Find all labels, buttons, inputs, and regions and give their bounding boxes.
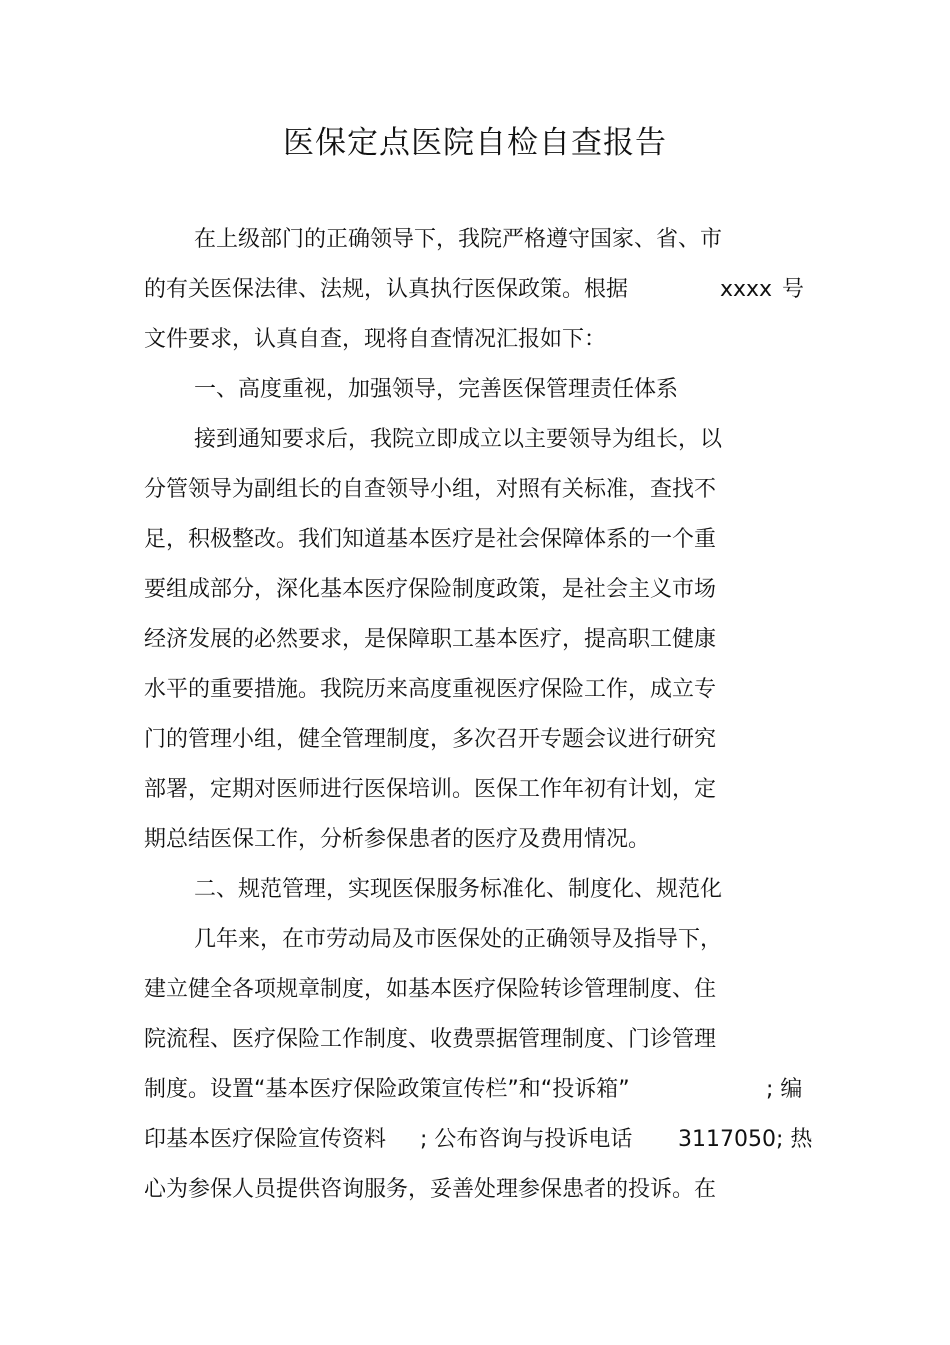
document-title: 医保定点医院自检自查报告 [283,125,667,161]
body-text: 期总结医保工作，分析参保患者的医疗及费用情况。 [144,827,651,852]
section-heading [194,370,678,410]
body-line [144,470,716,510]
body-text: 接到通知要求后，我院立即成立以主要领导为组长，以 [194,427,723,452]
body-line [144,270,814,310]
body-line [194,420,722,460]
body-line [194,220,722,260]
body-line [144,1120,814,1160]
document-number-placeholder: xxxx [720,277,773,302]
complaint-phone-number: 3117050; 热 [678,1127,813,1152]
section-heading-text: 二、规范管理，实现医保服务标准化、制度化、规范化 [194,877,723,902]
body-line [144,1070,814,1110]
body-line [194,920,722,960]
body-line [144,970,716,1010]
body-text: 部署，定期对医师进行医保培训。医保工作年初有计划，定 [144,777,717,802]
body-text: 制度。设置“基本医疗保险政策宣传栏”和“投诉箱” [144,1077,630,1102]
body-text: 足，积极整改。我们知道基本医疗是社会保障体系的一个重 [144,527,717,552]
body-text: 经济发展的必然要求，是保障职工基本医疗，提高职工健康 [144,627,717,652]
body-text: ; 编 [766,1077,803,1102]
body-text: 分管领导为副组长的自查领导小组，对照有关标准，查找不 [144,477,717,502]
body-text: ; 公布咨询与投诉电话 [420,1127,633,1152]
body-line [144,770,716,810]
body-line [144,670,716,710]
body-text: 印基本医疗保险宣传资料 [144,1127,387,1152]
body-line [144,320,606,360]
body-line [144,820,650,860]
body-text: 文件要求，认真自查，现将自查情况汇报如下： [144,327,607,352]
body-line [144,720,716,760]
section-heading [194,870,722,910]
body-text: 要组成部分，深化基本医疗保险制度政策，是社会主义市场 [144,577,717,602]
body-text: 院流程、医疗保险工作制度、收费票据管理制度、门诊管理 [144,1027,717,1052]
body-text: 在上级部门的正确领导下，我院严格遵守国家、省、市 [194,227,723,252]
body-text: 建立健全各项规章制度，如基本医疗保险转诊管理制度、住 [144,977,717,1002]
section-heading-text: 一、高度重视，加强领导，完善医保管理责任体系 [194,377,679,402]
body-text: 水平的重要措施。我院历来高度重视医疗保险工作，成立专 [144,677,717,702]
body-text: 号 [782,277,805,302]
body-line [144,570,716,610]
body-text: 几年来，在市劳动局及市医保处的正确领导及指导下， [194,927,723,952]
body-line [144,620,716,660]
body-text: 门的管理小组，健全管理制度，多次召开专题会议进行研究 [144,727,717,752]
body-line [144,1170,716,1210]
body-text: 心为参保人员提供咨询服务，妥善处理参保患者的投诉。在 [144,1177,717,1202]
body-text: 的有关医保法律、法规，认真执行医保政策。根据 [144,277,629,302]
body-line [144,520,716,560]
body-line [144,1020,716,1060]
